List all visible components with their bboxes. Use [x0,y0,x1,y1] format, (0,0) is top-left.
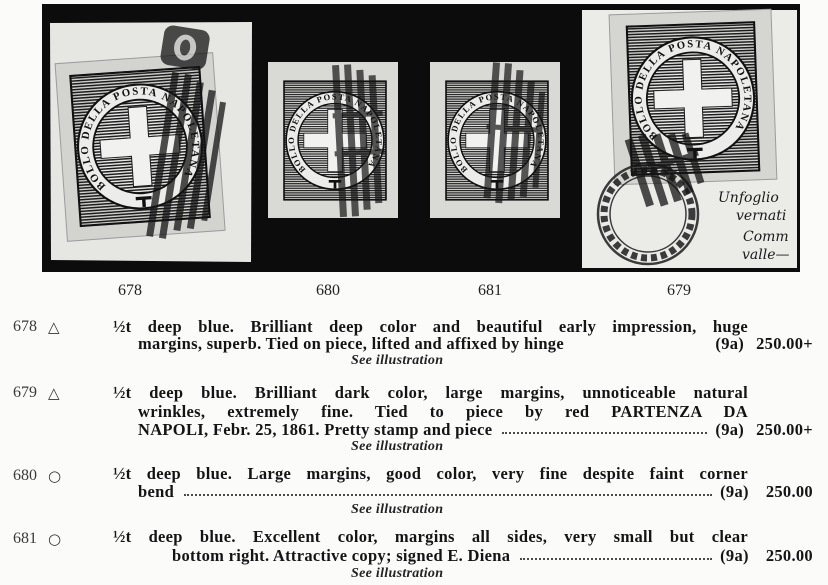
lot-description-line: NAPOLI, Febr. 25, 1861. Pretty stamp and piece [138,420,493,439]
dot-leader [502,432,707,434]
illustration-note: See illustration [351,439,444,454]
lot-description-line: margins, superb. Tied on piece, lifted and affixed by hinge [138,334,564,353]
catalog-number: (9a) [715,334,745,353]
condition-symbol: ○ [48,530,62,548]
condition-symbol: △ [48,384,60,402]
lot-description-row [138,483,813,501]
photo-caption: 678 [118,282,142,299]
catalog-number: (9a) [715,420,745,439]
stamp-photo-plate [0,0,828,280]
handwriting-line: Unfoglio [718,190,779,206]
handwriting-line: vernati [736,208,787,224]
lot-number: 681 [13,530,37,547]
lot-number: 678 [13,318,37,335]
stamp-678 [50,22,252,262]
stamp-681 [430,62,560,218]
dot-leader [520,558,712,560]
lot-description-row [172,547,813,565]
lot-price: 250.00 [765,482,813,501]
lot-price: 250.00 [765,546,813,565]
lot-description-line: bottom right. Attractive copy; signed E. Diena [172,546,511,565]
dot-leader [184,494,712,496]
lot-description-line: ½t deep blue. Excellent color, margins all sides, very small but clear [113,527,748,546]
illustration-note: See illustration [351,502,444,517]
photo-caption: 680 [316,282,340,299]
lot-price: 250.00+ [756,334,813,353]
photo-caption: 679 [667,282,691,299]
catalog-number: (9a) [720,482,749,501]
lot-number: 679 [13,384,37,401]
lot-description-line: bend [138,482,175,501]
lot-price: 250.00+ [756,420,813,439]
lot-description-line: ½t deep blue. Brilliant dark color, large margins, unnoticeable natural [113,383,748,402]
lot-description-line: ½t deep blue. Large margins, good color, very fine despite faint corner [113,464,748,483]
condition-symbol: △ [48,318,60,336]
lot-description-line: ½t deep blue. Brilliant deep color and beautiful early impression, huge [113,317,748,336]
stamp-679 [582,9,797,268]
dot-leader [574,346,707,348]
handwriting-line: Comm [743,229,789,245]
lot-number: 680 [13,467,37,484]
illustration-note: See illustration [351,566,444,581]
lot-description-line: wrinkles, extremely fine. Tied to piece by red PARTENZA DA [138,402,748,421]
catalog-number: (9a) [720,546,749,565]
handwriting-line: valle— [742,247,790,263]
condition-symbol: ○ [48,467,62,485]
lot-description-row [138,421,813,439]
illustration-note: See illustration [351,353,444,368]
photo-caption: 681 [478,282,502,299]
lot-description-row [138,335,813,353]
stamp-680 [268,62,398,218]
